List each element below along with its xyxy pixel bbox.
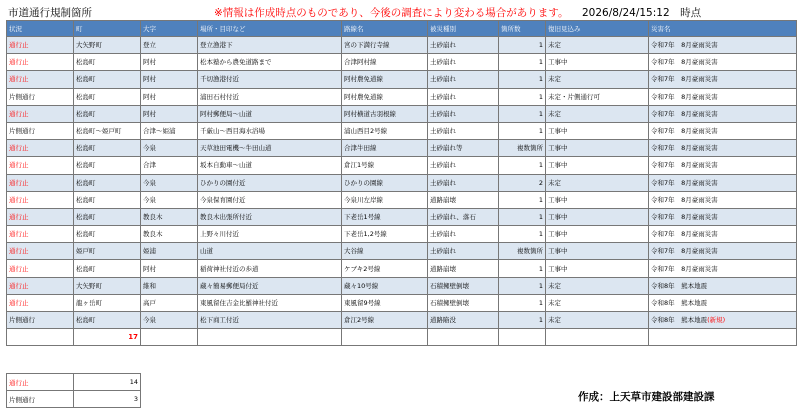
cell-count: 1 <box>499 105 546 122</box>
cell-status: 片側通行 <box>7 312 74 329</box>
cell-disaster: 令和7年 8月豪雨災害 <box>649 37 797 54</box>
cell-aza: 阿村 <box>141 88 198 105</box>
col-header-status: 状況 <box>7 21 74 37</box>
cell-count: 複数箇所 <box>499 140 546 157</box>
cell-aza: 姫浦 <box>141 243 198 260</box>
cell-aza: 教良木 <box>141 226 198 243</box>
cell-town: 松島町 <box>74 208 141 225</box>
cell-place: 坂本自動車～山道 <box>198 157 342 174</box>
col-header-recovery: 復旧見込み <box>546 21 649 37</box>
cell-town: 松島町 <box>74 54 141 71</box>
cell-aza: 合津 <box>141 157 198 174</box>
cell-recovery: 未定 <box>546 71 649 88</box>
new-badge: (新規) <box>707 316 726 325</box>
cell-status: 通行止 <box>7 208 74 225</box>
cell-disaster: 令和7年 8月豪雨災害 <box>649 122 797 139</box>
cell-town: 松島町 <box>74 191 141 208</box>
cell-damage-type: 土砂崩れ <box>428 243 499 260</box>
cell-damage-type: 石積擁壁倒壊 <box>428 277 499 294</box>
cell-town: 松島町～姫戸町 <box>74 122 141 139</box>
cell-aza: 合津～姫浦 <box>141 122 198 139</box>
table-row <box>7 260 797 277</box>
cell-status: 通行止 <box>7 140 74 157</box>
cell-recovery: 工事中 <box>546 54 649 71</box>
col-header-aza: 大字 <box>141 21 198 37</box>
cell-route: 下老岳1号線 <box>342 208 428 225</box>
cell-status: 通行止 <box>7 37 74 54</box>
cell-place: 上野々川付近 <box>198 226 342 243</box>
cell-aza: 今泉 <box>141 312 198 329</box>
cell-disaster: 令和7年 8月豪雨災害 <box>649 54 797 71</box>
cell-status: 通行止 <box>7 226 74 243</box>
cell-status: 通行止 <box>7 54 74 71</box>
cell-damage-type: 土砂崩れ <box>428 105 499 122</box>
cell-disaster: 令和7年 8月豪雨災害 <box>649 157 797 174</box>
cell-route: 今泉川左岸線 <box>342 191 428 208</box>
cell-route: 合津牛田線 <box>342 140 428 157</box>
cell-recovery: 未定 <box>546 294 649 311</box>
summary-table <box>6 373 141 408</box>
cell-town: 松島町 <box>74 157 141 174</box>
table-row <box>7 37 797 54</box>
cell-recovery: 未定 <box>546 277 649 294</box>
cell-disaster <box>649 312 797 329</box>
author-credit: 作成：上天草市建設部建設課 <box>578 391 715 403</box>
cell-disaster-text: 令和8年 熊本地震 <box>651 316 708 325</box>
cell-town: 松島町 <box>74 174 141 191</box>
cell-town: 松島町 <box>74 312 141 329</box>
cell-recovery: 未定・片側通行可 <box>546 88 649 105</box>
cell-count: 1 <box>499 157 546 174</box>
cell-route: 浦山西目2号線 <box>342 122 428 139</box>
cell-status: 片側通行 <box>7 88 74 105</box>
table-row <box>7 88 797 105</box>
cell-aza: 阿村 <box>141 54 198 71</box>
cell-disaster: 令和7年 8月豪雨災害 <box>649 243 797 260</box>
cell-place: 登立漁港下 <box>198 37 342 54</box>
cell-damage-type: 土砂崩れ <box>428 71 499 88</box>
cell-route: 倉江1号線 <box>342 157 428 174</box>
cell-town: 大矢野町 <box>74 277 141 294</box>
cell-damage-type: 土砂崩れ <box>428 226 499 243</box>
cell-status: 通行止 <box>7 191 74 208</box>
cell-route: ひかりの園線 <box>342 174 428 191</box>
cell-status: 通行止 <box>7 105 74 122</box>
cell-count: 1 <box>499 122 546 139</box>
table-row <box>7 122 797 139</box>
table-row <box>7 294 797 311</box>
table-row <box>7 243 797 260</box>
cell-disaster: 令和7年 8月豪雨災害 <box>649 208 797 225</box>
cell-route: 倉江2号線 <box>342 312 428 329</box>
table-row <box>7 157 797 174</box>
table-row <box>7 54 797 71</box>
cell-route: 大谷線 <box>342 243 428 260</box>
cell-place: 松下商工付近 <box>198 312 342 329</box>
cell-status: 通行止 <box>7 174 74 191</box>
cell-disaster: 令和7年 8月豪雨災害 <box>649 174 797 191</box>
cell-disaster: 令和7年 8月豪雨災害 <box>649 226 797 243</box>
cell-aza: 阿村 <box>141 71 198 88</box>
cell-recovery: 工事中 <box>546 122 649 139</box>
cell-status: 通行止 <box>7 71 74 88</box>
cell-route: 阿村農免道線 <box>342 88 428 105</box>
cell-count: 1 <box>499 71 546 88</box>
cell-aza: 阿村 <box>141 260 198 277</box>
cell-route: 東風留9号線 <box>342 294 428 311</box>
notice-text: ※情報は作成時点のものであり、今後の調査により変わる場合があります。 <box>214 7 569 19</box>
cell-route: 下老岳1,2号線 <box>342 226 428 243</box>
cell-aza: 阿村 <box>141 105 198 122</box>
cell-damage-type: 道路陥没 <box>428 312 499 329</box>
summary-row <box>7 391 141 408</box>
cell-aza: 今泉 <box>141 174 198 191</box>
cell-recovery: 未定 <box>546 312 649 329</box>
cell-town: 松島町 <box>74 260 141 277</box>
cell-place: 教良木出張所付近 <box>198 208 342 225</box>
table-row <box>7 312 797 329</box>
cell-place: 稲荷神社付近の歩道 <box>198 260 342 277</box>
table-row <box>7 226 797 243</box>
table-row <box>7 277 797 294</box>
cell-disaster: 令和8年 熊本地震 <box>649 294 797 311</box>
cell-place: 今泉保育園付近 <box>198 191 342 208</box>
cell-route: ケブキ2号線 <box>342 260 428 277</box>
cell-disaster: 令和7年 8月豪雨災害 <box>649 71 797 88</box>
cell-damage-type: 土砂崩れ <box>428 174 499 191</box>
cell-place: 天草池田電機～牛田山道 <box>198 140 342 157</box>
cell-town: 松島町 <box>74 88 141 105</box>
table-row <box>7 71 797 88</box>
page-header <box>6 3 796 19</box>
cell-town: 松島町 <box>74 140 141 157</box>
cell-disaster: 令和7年 8月豪雨災害 <box>649 260 797 277</box>
cell-status: 通行止 <box>7 260 74 277</box>
cell-recovery: 未定 <box>546 174 649 191</box>
cell-status: 通行止 <box>7 277 74 294</box>
summary-row <box>7 374 141 391</box>
cell-damage-type: 土砂崩れ、落石 <box>428 208 499 225</box>
cell-count: 1 <box>499 226 546 243</box>
cell-place: 千切漁港付近 <box>198 71 342 88</box>
cell-count: 1 <box>499 208 546 225</box>
summary-value: 3 <box>74 391 141 408</box>
cell-town: 松島町 <box>74 71 141 88</box>
cell-route: 宮の下満行寺線 <box>342 37 428 54</box>
cell-recovery: 工事中 <box>546 157 649 174</box>
cell-town: 姫戸町 <box>74 243 141 260</box>
col-header-route: 路線名 <box>342 21 428 37</box>
col-header-town: 町 <box>74 21 141 37</box>
cell-place: 蔵々簡易郵便局付近 <box>198 277 342 294</box>
cell-recovery: 工事中 <box>546 260 649 277</box>
cell-place: 松本塾から農免道路まで <box>198 54 342 71</box>
cell-count: 1 <box>499 54 546 71</box>
table-row <box>7 174 797 191</box>
cell-damage-type: 道路崩壊 <box>428 191 499 208</box>
cell-place: ひかりの園付近 <box>198 174 342 191</box>
cell-disaster: 令和7年 8月豪雨災害 <box>649 140 797 157</box>
total-row <box>7 329 797 346</box>
cell-town: 松島町 <box>74 105 141 122</box>
table-row <box>7 191 797 208</box>
cell-count: 2 <box>499 174 546 191</box>
cell-place: 千厳山～西目海水浴場 <box>198 122 342 139</box>
cell-count: 1 <box>499 294 546 311</box>
col-header-place: 場所・目印など <box>198 21 342 37</box>
summary-value: 14 <box>74 374 141 391</box>
cell-damage-type: 土砂崩れ <box>428 88 499 105</box>
cell-count: 1 <box>499 37 546 54</box>
cell-damage-type: 土砂崩れ <box>428 37 499 54</box>
total-count: 17 <box>74 329 141 346</box>
summary-label: 片側通行 <box>7 391 74 408</box>
cell-recovery: 工事中 <box>546 191 649 208</box>
cell-disaster: 令和8年 熊本地震 <box>649 277 797 294</box>
cell-damage-type: 土砂崩れ等 <box>428 140 499 157</box>
timestamp: 2026/8/24/15:12 時点 <box>582 7 702 19</box>
cell-town: 龍ヶ岳町 <box>74 294 141 311</box>
cell-damage-type: 土砂崩れ <box>428 54 499 71</box>
cell-count: 複数箇所 <box>499 243 546 260</box>
cell-place: 阿村郵便局～山道 <box>198 105 342 122</box>
cell-recovery: 工事中 <box>546 226 649 243</box>
cell-disaster: 令和7年 8月豪雨災害 <box>649 88 797 105</box>
table-header-row <box>7 21 797 37</box>
col-header-count: 箇所数 <box>499 21 546 37</box>
page-title: 市道通行規制箇所 <box>8 7 92 19</box>
cell-recovery: 工事中 <box>546 243 649 260</box>
cell-route: 阿村横道古羽根線 <box>342 105 428 122</box>
cell-aza: 維和 <box>141 277 198 294</box>
cell-recovery: 工事中 <box>546 208 649 225</box>
cell-aza: 教良木 <box>141 208 198 225</box>
cell-damage-type: 道路崩壊 <box>428 260 499 277</box>
cell-place: 山道 <box>198 243 342 260</box>
cell-aza: 登立 <box>141 37 198 54</box>
cell-damage-type: 土砂崩れ <box>428 122 499 139</box>
cell-count: 1 <box>499 191 546 208</box>
cell-disaster: 令和7年 8月豪雨災害 <box>649 191 797 208</box>
cell-count: 1 <box>499 260 546 277</box>
table-row <box>7 140 797 157</box>
cell-damage-type: 土砂崩れ <box>428 157 499 174</box>
cell-town: 大矢野町 <box>74 37 141 54</box>
cell-status: 片側通行 <box>7 122 74 139</box>
cell-recovery: 未定 <box>546 105 649 122</box>
cell-route: 阿村農免道線 <box>342 71 428 88</box>
cell-aza: 今泉 <box>141 191 198 208</box>
cell-recovery: 工事中 <box>546 140 649 157</box>
cell-count: 1 <box>499 312 546 329</box>
summary-label: 通行止 <box>7 374 74 391</box>
table-row <box>7 105 797 122</box>
cell-aza: 今泉 <box>141 140 198 157</box>
cell-count: 1 <box>499 88 546 105</box>
cell-status: 通行止 <box>7 294 74 311</box>
cell-place: 東風留住吉金比羅神社付近 <box>198 294 342 311</box>
cell-route: 蔵々10号線 <box>342 277 428 294</box>
cell-route: 合津阿村線 <box>342 54 428 71</box>
table-row <box>7 208 797 225</box>
cell-status: 通行止 <box>7 243 74 260</box>
cell-aza: 高戸 <box>141 294 198 311</box>
col-header-disaster: 災害名 <box>649 21 797 37</box>
cell-recovery: 未定 <box>546 37 649 54</box>
cell-disaster: 令和7年 8月豪雨災害 <box>649 105 797 122</box>
col-header-damage-type: 被災種別 <box>428 21 499 37</box>
cell-status: 通行止 <box>7 157 74 174</box>
cell-count: 1 <box>499 277 546 294</box>
cell-damage-type: 石積擁壁倒壊 <box>428 294 499 311</box>
cell-place: 浦田石村付近 <box>198 88 342 105</box>
cell-town: 松島町 <box>74 226 141 243</box>
closures-table <box>6 20 797 346</box>
